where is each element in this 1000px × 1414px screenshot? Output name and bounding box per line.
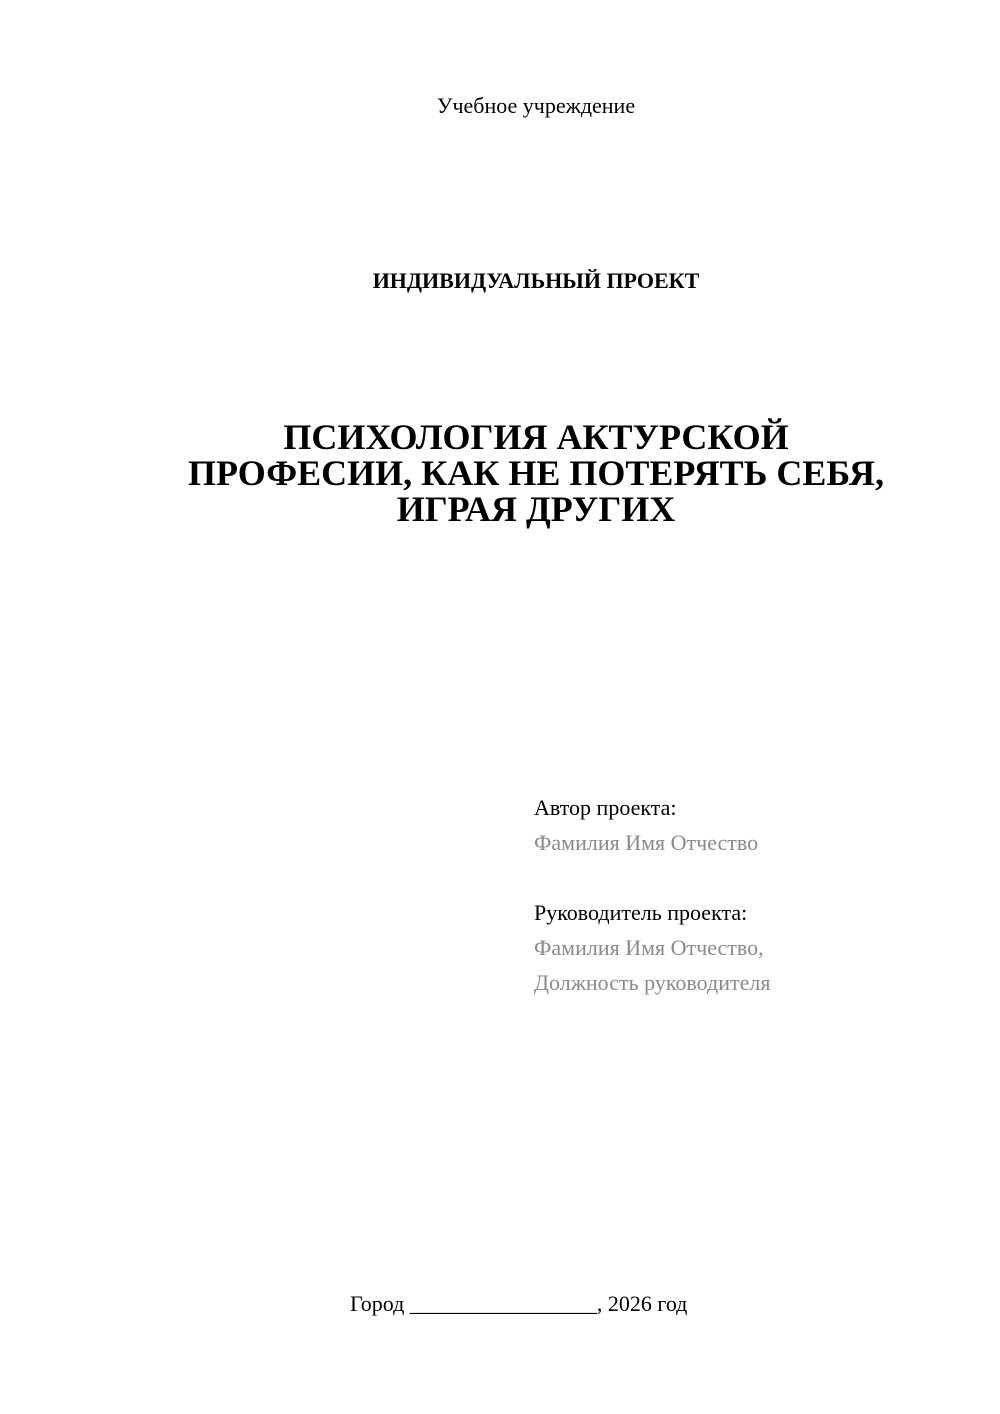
document-type: ИНДИВИДУАЛЬНЫЙ ПРОЕКТ (372, 268, 700, 293)
supervisor-position-placeholder: Должность руководителя (534, 970, 771, 995)
author-name-placeholder: Фамилия Имя Отчество (534, 830, 759, 855)
credits-spacer (534, 860, 974, 895)
city-year-line: Город _________________, 2026 год (350, 1291, 688, 1316)
institution-name: Учебное учреждение (436, 93, 636, 118)
supervisor-name-placeholder: Фамилия Имя Отчество, (534, 935, 764, 960)
credits-block (534, 790, 974, 1000)
supervisor-label: Руководитель проекта: (534, 900, 748, 925)
project-title: ПСИХОЛОГИЯ АКТУРСКОЙ ПРОФЕСИИ, КАК НЕ ПОТЕРЯТЬ СЕБЯ, ИГРАЯ ДРУГИХ (187, 417, 885, 529)
author-label: Автор проекта: (534, 795, 677, 820)
